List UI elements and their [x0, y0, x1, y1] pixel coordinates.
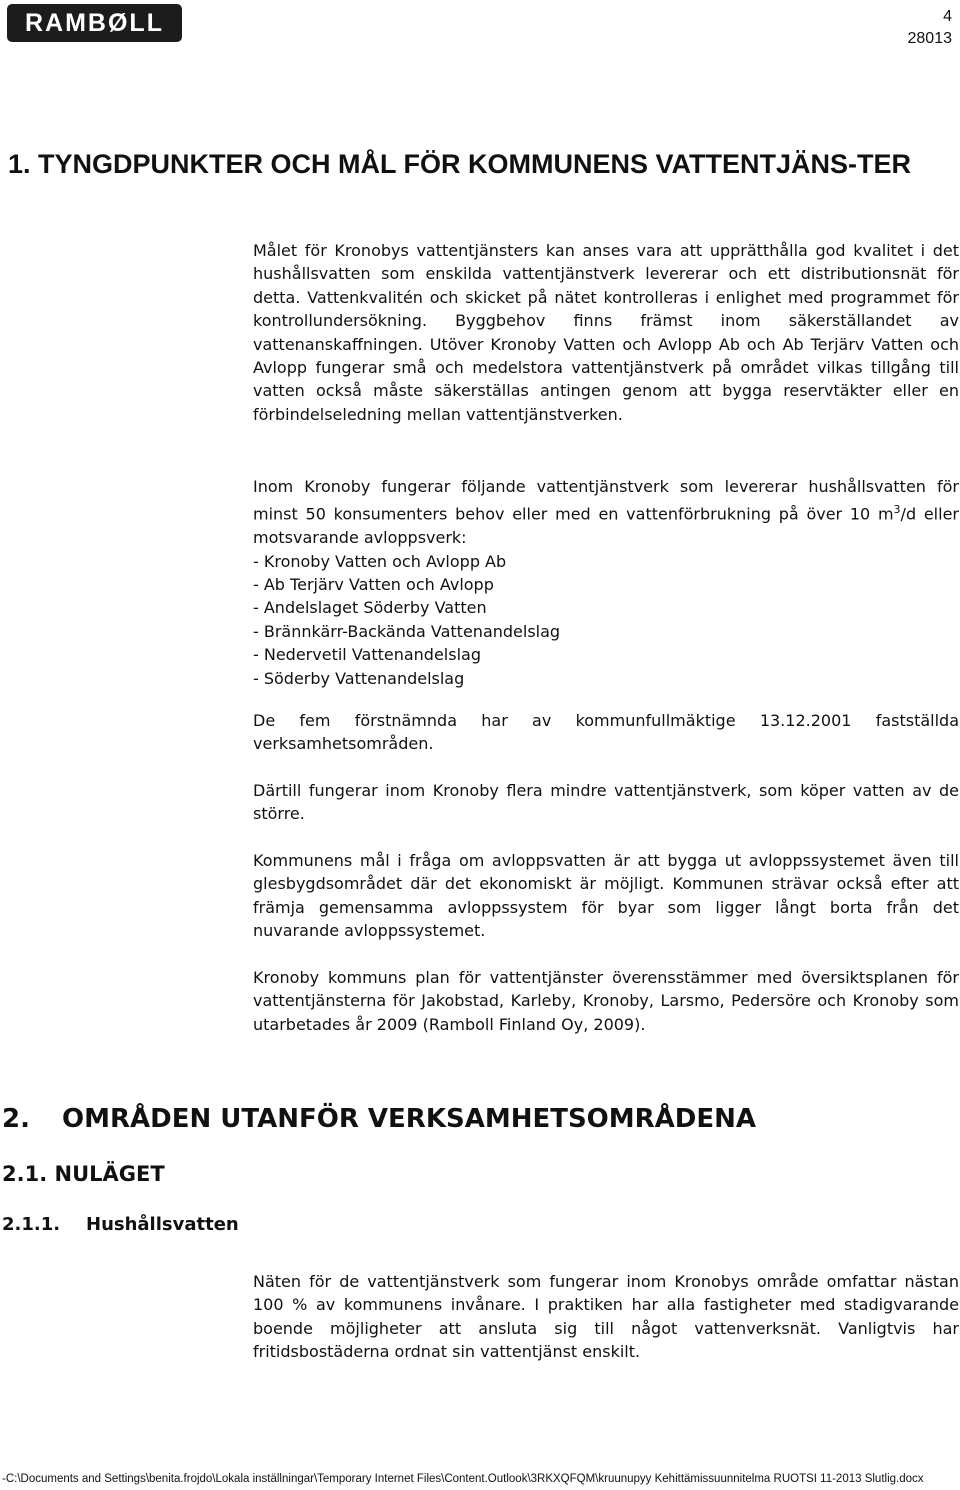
page-info: [908, 6, 953, 50]
section-2-1-heading: 2.1. NULÄGET: [2, 1162, 165, 1186]
section-1-paragraph-3: De fem förstnämnda har av kommunfullmäktige 13.12.2001 fastställda verksamhetsområden.: [253, 711, 959, 754]
section-1-paragraph-1: Målet för Kronobys vattentjänsters kan anses vara att upprätthålla god kvalitet i det hushållsvatten som enskilda vattentjänstverk levererar och ett distributionsnät för detta. Vattenkvalitén och skicket på nätet kontrolleras i enlighet med programmet för kontrollundersökning. Byggbehov finns främst inom säkerställandet av vattenanskaffningen. Utöver Kronoby Vatten och Avlopp Ab och Ab Terjärv Vatten och Avlopp fungerar små och medelstora vattentjänstverk på området vilkas tillgång till vatten också måste säkerställas antingen genom att bygga reservtäkter eller en förbindelseledning mellan vattentjänstverken.: [253, 241, 959, 424]
page-number: 4: [943, 8, 952, 25]
waterworks-list: [253, 550, 959, 690]
section-2-paragraph-1: Näten för de vattentjänstverk som fungerar inom Kronobys område omfattar nästan 100 % av kommunens invånare. I praktiken har alla fastigheter med stadigvarande boende möjligheter att ansluta sig till något vattenverksnät. Vanligtvis har fritidsbostäderna ordnat sin vattentjänst enskilt.: [253, 1272, 959, 1362]
logo-text: RAMBØLL: [25, 8, 164, 37]
list-item: - Ab Terjärv Vatten och Avlopp: [253, 574, 494, 594]
list-item: - Andelslaget Söderby Vatten: [253, 598, 487, 618]
section-2-1-1-heading: 2.1.1. Hushållsvatten: [2, 1214, 239, 1235]
section-1-paragraph-4: Därtill fungerar inom Kronoby flera mindre vattentjänstverk, som köper vatten av de större.: [253, 781, 959, 824]
list-item: - Brännkärr-Backända Vattenandelslag: [253, 621, 561, 641]
doc-number: 28013: [907, 30, 952, 47]
list-item: - Kronoby Vatten och Avlopp Ab: [253, 551, 507, 571]
section-1-paragraph-6: Kronoby kommuns plan för vattentjänster överensstämmer med översiktsplanen för vattentjänsterna för Jakobstad, Karleby, Kronoby, Larsmo, Pedersöre och Kronoby som utarbetades år 2009 (Ramboll Finland Oy, 2009).: [253, 968, 959, 1034]
footer-file-path: -C:\Documents and Settings\benita.frojdo\Lokala inställningar\Temporary Internet Files\Content.Outlook\3RKXQFQM\kruunupyy Kehittämissuunnitelma RUOTSI 11-2013 Slutlig.docx: [2, 1473, 924, 1485]
section-1-paragraph-2: Inom Kronoby fungerar följande vattentjänstverk som levererar hushållsvatten för minst 50 konsumenters behov eller med en vattenförbrukning på över 10 $m^3/d$ eller motsvarande avloppsverk: - Kronoby Vatten och Avlopp Ab - Ab Terjärv Vatten och Avlopp - Andelslaget Söderby Vatten - Brännkärr-Backända Vattenandelslag - Nedervetil Vattenandelslag - Söderby Vattenandelslag: [253, 475, 959, 690]
list-item: - Nedervetil Vattenandelslag: [253, 645, 481, 665]
section-2-heading: 2. OMRÅDEN UTANFÖR VERKSAMHETSOMRÅDENA: [2, 1104, 757, 1134]
list-item: - Söderby Vattenandelslag: [253, 668, 465, 688]
ramboll-logo: [7, 4, 182, 42]
section-1-paragraph-5: Kommunens mål i fråga om avloppsvatten är att bygga ut avloppssystemet även till glesbygdsområdet där det ekonomiskt är möjligt. Kommunen strävar också efter att främja gemensamma avloppssystem för byar som ligger långt borta från det nuvarande avloppssystemet.: [253, 851, 959, 941]
section-1-heading: 1. TYNGDPUNKTER OCH MÅL FÖR KOMMUNENS VATTENTJÄNS-TER: [8, 149, 912, 179]
